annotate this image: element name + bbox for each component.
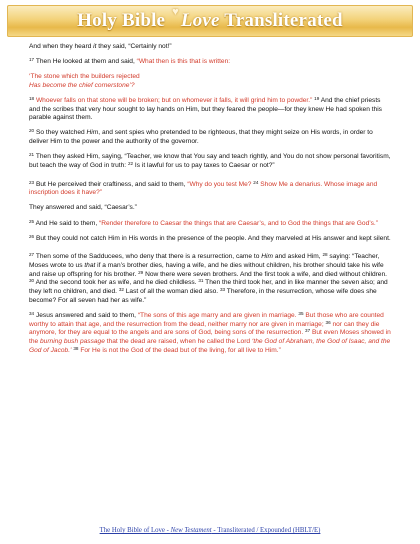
red-letter-text: that the dead are raised, when he called the Lord xyxy=(104,338,252,346)
red-letter-text: But those who are counted worthy to attain that age, and the resurrection from the dead, neither marry nor are given in marriage; xyxy=(29,311,384,328)
verse-text: that xyxy=(84,262,96,270)
red-letter-text: burning bush passage xyxy=(40,338,105,346)
verse-number: 32 xyxy=(118,287,124,293)
red-letter-text: “Render therefore to Caesar the things that are Caesar’s, and to God the things that are God’s.” xyxy=(99,219,378,227)
footer-link[interactable] xyxy=(100,527,321,534)
verse-text: they said, “Certainly not!” xyxy=(96,43,172,50)
verse-number: 36 xyxy=(325,319,331,325)
footer-text-c: - Transliterated / Expounded (HBLT/E) xyxy=(211,527,321,534)
verse-text: if a man’s brother dies, having a wife, and he dies without children, his brother should take his wife and raise up offspring for his brother. xyxy=(29,262,384,278)
verse-number: 30 xyxy=(29,278,35,284)
footer-text-a: The Holy Bible of Love - xyxy=(99,527,171,534)
verse-paragraph xyxy=(29,97,391,123)
verse-text: saying: “Teacher, Moses wrote to us xyxy=(29,253,380,270)
verse-text: Him xyxy=(261,253,273,261)
red-letter-text: But even Moses showed in the xyxy=(29,329,391,346)
header-banner xyxy=(7,5,413,37)
verse-paragraph xyxy=(29,129,391,146)
verse-text: Then some of the Sadducees, who deny that there is a resurrection, came to xyxy=(34,253,262,261)
verse-paragraph xyxy=(29,73,391,82)
verse-text: Then the third took her, and in like manner the seven also; and they left no children, and died. xyxy=(29,279,388,296)
banner-title xyxy=(77,6,343,32)
red-letter-text: Whoever falls on that stone will be broken; but on whomever it falls, it will grind him to powder.” xyxy=(34,96,313,104)
verse-text: Then He looked at them and said, xyxy=(34,58,137,66)
verse-text: But they could not catch Him in His words in the presence of the people. And they marveled at His answer and kept silent. xyxy=(34,234,391,242)
verse-paragraph xyxy=(29,312,391,356)
verse-text: They answered and said, “Caesar’s.” xyxy=(29,204,137,212)
red-letter-text: nor can they die anymore, for they are equal to the angels and are sons of God, being sons of the resurrection. xyxy=(29,320,380,337)
banner-title-love: Love xyxy=(180,10,220,31)
verse-number: 25 xyxy=(29,218,35,224)
red-letter-text: “What then is this that is written: xyxy=(136,58,231,66)
verse-text: Jesus answered and said to them, xyxy=(34,311,138,319)
red-letter-text: ‘The stone which the builders rejected xyxy=(29,73,140,81)
red-letter-text: “The sons of this age marry and are given in marriage. xyxy=(137,311,299,319)
verse-number: 27 xyxy=(29,252,35,258)
verse-paragraph xyxy=(29,153,391,170)
banner-title-part1: Holy Bible xyxy=(77,10,166,31)
verse-text: Then they asked Him, saying, “Teacher, we know that You say and teach rightly, and You do not show personal favoritism, but teach the way of God in truth: xyxy=(29,153,391,169)
footer-text-b: New Testament xyxy=(170,527,212,534)
scripture-body xyxy=(29,43,391,362)
verse-text: Therefore, in the resurrection, whose wife does she become? For all seven had her as wife.” xyxy=(29,288,377,304)
verse-text: it xyxy=(93,43,97,50)
verse-number: 31 xyxy=(198,278,204,284)
verse-text: Now there were seven brothers. And the first took a wife, and died without children. xyxy=(143,270,387,278)
banner-title-part2: Transliterated xyxy=(224,10,343,31)
verse-text: And He said to them, xyxy=(34,219,99,227)
red-letter-text: Show Me a denarius. Whose image and inscription does it have?” xyxy=(29,180,378,197)
verse-text: So they watched xyxy=(34,129,87,137)
verse-paragraph xyxy=(29,181,391,198)
verse-number: 35 xyxy=(298,310,304,316)
verse-number: 21 xyxy=(29,152,35,158)
verse-number: 29 xyxy=(138,269,144,275)
verse-text: Is it lawful for us to pay taxes to Caesar or not?” xyxy=(133,161,275,169)
verse-text: Him xyxy=(86,129,99,137)
verse-text: And the chief priests and the scribes that very hour sought to lay hands on Him, but they feared the people—for they knew He had spoken this parable against them. xyxy=(29,96,382,122)
verse-text: But He perceived their craftiness, and said to them, xyxy=(34,180,188,188)
verse-number: 33 xyxy=(219,287,226,293)
verse-paragraph xyxy=(29,235,391,244)
verse-number: 26 xyxy=(29,233,35,239)
red-letter-text: Has become the chief cornerstone’? xyxy=(29,81,135,89)
verse-number: 18 xyxy=(29,95,35,101)
heart-icon: ♥ xyxy=(172,6,179,18)
verse-number: 34 xyxy=(29,310,35,316)
verse-paragraph xyxy=(29,253,391,305)
verse-number: 37 xyxy=(305,328,311,334)
verse-number: 22 xyxy=(127,160,134,166)
verse-number: 23 xyxy=(29,179,35,185)
verse-paragraph xyxy=(29,43,391,52)
page-footer xyxy=(0,527,420,534)
verse-number: 38 xyxy=(73,345,79,351)
verse-text: , and sent spies who pretended to be righteous, that they might seize on His words, in order to deliver Him to the power and the authority of the governor. xyxy=(29,129,373,146)
verse-number: 24 xyxy=(253,179,259,185)
verse-number: 17 xyxy=(29,57,35,63)
verse-text: And when they heard xyxy=(29,43,94,50)
verse-number: 28 xyxy=(322,252,328,258)
red-letter-text: ‘the God of Abraham, the God of Isaac, and the God of Jacob.’ xyxy=(29,338,391,354)
verse-text: and asked Him, xyxy=(272,253,323,261)
verse-number: 20 xyxy=(29,128,35,134)
red-letter-text: For He is not the God of the dead but of the living, for all live to Him.” xyxy=(78,346,281,354)
verse-paragraph xyxy=(29,58,391,67)
verse-number: 19 xyxy=(314,95,320,101)
verse-text: Last of all the woman died also. xyxy=(123,288,220,296)
red-letter-text: “Why do you test Me? xyxy=(187,180,254,188)
verse-text: And the second took her as wife, and he died childless. xyxy=(34,279,199,287)
verse-paragraph xyxy=(29,204,391,213)
verse-paragraph xyxy=(29,220,391,229)
verse-paragraph xyxy=(29,82,391,91)
